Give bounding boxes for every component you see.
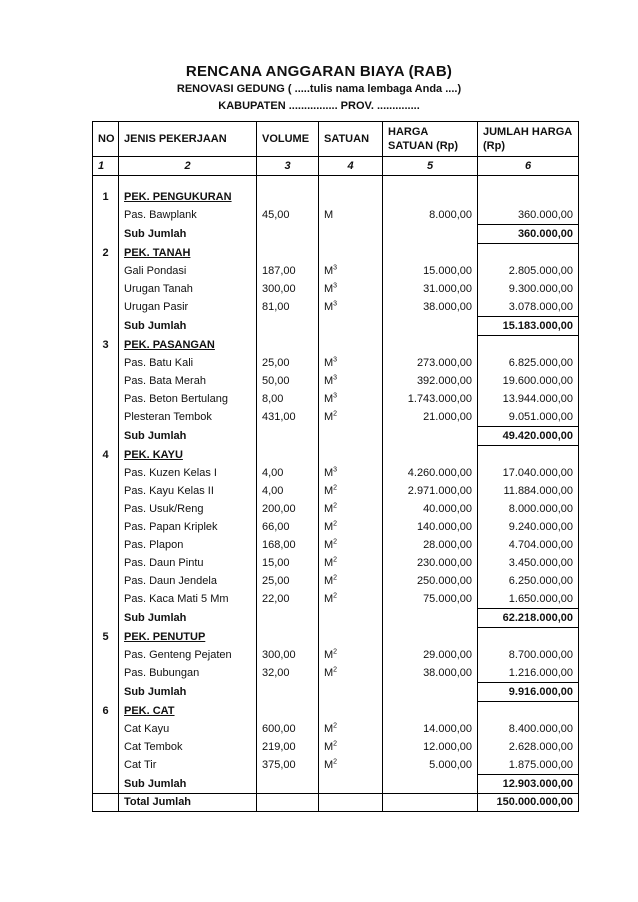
item-unit	[319, 720, 383, 738]
column-number: 3	[257, 157, 319, 176]
unit-symbol: M	[324, 357, 334, 369]
item-name: Gali Pondasi	[119, 262, 257, 280]
table-row	[93, 518, 579, 536]
empty-cell	[257, 317, 319, 336]
table-row	[93, 664, 579, 683]
unit-symbol: M	[324, 557, 334, 569]
header-jumlah-harga: JUMLAH HARGA (Rp)	[478, 122, 579, 157]
item-unit-price: 75.000,00	[383, 590, 478, 609]
column-number: 1	[93, 157, 119, 176]
item-volume: 300,00	[257, 280, 319, 298]
empty-cell	[319, 794, 383, 812]
item-volume: 8,00	[257, 390, 319, 408]
empty-cell	[257, 609, 319, 628]
item-name: Pas. Daun Pintu	[119, 554, 257, 572]
section-number: 6	[93, 702, 119, 721]
item-name: Pas. Kayu Kelas II	[119, 482, 257, 500]
item-unit	[319, 262, 383, 280]
item-volume: 431,00	[257, 408, 319, 427]
header-harga-satuan: HARGA SATUAN (Rp)	[383, 122, 478, 157]
unit-exponent: 2	[333, 740, 338, 748]
empty-cell	[319, 317, 383, 336]
empty-cell	[478, 446, 579, 465]
empty-cell	[383, 683, 478, 702]
item-volume: 4,00	[257, 464, 319, 482]
item-total-price: 1.216.000,00	[478, 664, 579, 683]
empty-cell	[383, 317, 478, 336]
empty-cell	[93, 317, 119, 336]
empty-cell	[93, 794, 119, 812]
empty-cell	[93, 280, 119, 298]
header-jenis-pekerjaan: JENIS PEKERJAAN	[119, 122, 257, 157]
item-unit-price: 28.000,00	[383, 536, 478, 554]
table-row	[93, 572, 579, 590]
empty-cell	[93, 482, 119, 500]
item-volume: 219,00	[257, 738, 319, 756]
subtotal-label: Sub Jumlah	[119, 683, 257, 702]
item-unit	[319, 536, 383, 554]
item-unit-price: 4.260.000,00	[383, 464, 478, 482]
item-volume: 600,00	[257, 720, 319, 738]
empty-cell	[257, 188, 319, 206]
unit-exponent: 3	[333, 356, 338, 364]
item-unit-price: 250.000,00	[383, 572, 478, 590]
unit-symbol: M	[324, 485, 334, 497]
unit-exponent: 3	[333, 300, 338, 308]
unit-symbol: M	[324, 411, 334, 424]
item-unit	[319, 572, 383, 590]
item-volume: 15,00	[257, 554, 319, 572]
item-name: Urugan Pasir	[119, 298, 257, 317]
section-number: 1	[93, 188, 119, 206]
item-volume: 66,00	[257, 518, 319, 536]
unit-symbol: M	[324, 593, 334, 606]
item-volume: 187,00	[257, 262, 319, 280]
section-heading-row	[93, 446, 579, 465]
unit-symbol: M	[324, 521, 334, 533]
section-name: PEK. PASANGAN	[119, 336, 257, 355]
unit-exponent: 3	[333, 392, 338, 400]
item-unit	[319, 408, 383, 427]
unit-symbol: M	[324, 723, 334, 735]
item-unit	[319, 390, 383, 408]
item-total-price: 9.240.000,00	[478, 518, 579, 536]
item-total-price: 1.875.000,00	[478, 756, 579, 775]
table-row	[93, 262, 579, 280]
total-row	[93, 794, 579, 812]
item-volume: 81,00	[257, 298, 319, 317]
item-unit	[319, 554, 383, 572]
empty-cell	[93, 590, 119, 609]
item-unit	[319, 518, 383, 536]
document-location: KABUPATEN ................ PROV. ..............	[218, 100, 420, 112]
item-name: Pas. Bata Merah	[119, 372, 257, 390]
unit-exponent: 2	[333, 648, 338, 656]
item-unit-price: 14.000,00	[383, 720, 478, 738]
item-total-price: 6.825.000,00	[478, 354, 579, 372]
table-row	[93, 536, 579, 554]
item-total-price: 13.944.000,00	[478, 390, 579, 408]
item-unit	[319, 464, 383, 482]
empty-cell	[93, 500, 119, 518]
table-row	[93, 298, 579, 317]
item-volume: 45,00	[257, 206, 319, 225]
unit-exponent: 2	[333, 556, 338, 564]
table-row	[93, 354, 579, 372]
item-total-price: 3.450.000,00	[478, 554, 579, 572]
budget-table	[92, 121, 579, 812]
table-row	[93, 554, 579, 572]
empty-cell	[93, 225, 119, 244]
empty-cell	[257, 794, 319, 812]
item-unit	[319, 756, 383, 775]
column-number: 2	[119, 157, 257, 176]
item-unit-price: 40.000,00	[383, 500, 478, 518]
item-unit	[319, 354, 383, 372]
empty-cell	[257, 775, 319, 794]
document-subtitle: RENOVASI GEDUNG ( .....tulis nama lembaga Anda ....)	[176, 83, 462, 95]
empty-cell	[93, 646, 119, 664]
empty-cell	[319, 683, 383, 702]
unit-exponent: 2	[333, 722, 338, 730]
empty-cell	[93, 738, 119, 756]
item-unit-price: 2.971.000,00	[383, 482, 478, 500]
item-unit	[319, 664, 383, 683]
item-name: Cat Kayu	[119, 720, 257, 738]
item-name: Cat Tir	[119, 756, 257, 775]
unit-symbol: M	[324, 575, 334, 587]
unit-exponent: 2	[333, 758, 338, 766]
unit-exponent: 2	[333, 538, 338, 546]
column-number: 4	[319, 157, 383, 176]
column-number: 6	[478, 157, 579, 176]
unit-symbol: M	[324, 375, 334, 387]
item-total-price: 8.400.000,00	[478, 720, 579, 738]
item-total-price: 4.704.000,00	[478, 536, 579, 554]
item-unit-price: 15.000,00	[383, 262, 478, 280]
section-heading-row	[93, 628, 579, 647]
subtotal-label: Sub Jumlah	[119, 225, 257, 244]
item-total-price: 360.000,00	[478, 206, 579, 225]
item-name: Pas. Kuzen Kelas I	[119, 464, 257, 482]
empty-cell	[257, 336, 319, 355]
item-unit	[319, 372, 383, 390]
item-unit-price: 5.000,00	[383, 756, 478, 775]
empty-cell	[319, 628, 383, 647]
table-row	[93, 482, 579, 500]
table-row	[93, 720, 579, 738]
empty-cell	[93, 572, 119, 590]
item-volume: 375,00	[257, 756, 319, 775]
item-unit-price: 140.000,00	[383, 518, 478, 536]
item-unit	[319, 280, 383, 298]
empty-cell	[93, 464, 119, 482]
item-unit-price: 31.000,00	[383, 280, 478, 298]
subtotal-row	[93, 427, 579, 446]
spacer-row	[93, 176, 579, 189]
unit-exponent: 2	[333, 410, 338, 418]
item-name: Pas. Plapon	[119, 536, 257, 554]
item-name: Pas. Bawplank	[119, 206, 257, 225]
empty-cell	[93, 206, 119, 225]
item-unit-price: 12.000,00	[383, 738, 478, 756]
item-total-price: 2.628.000,00	[478, 738, 579, 756]
item-unit-price: 29.000,00	[383, 646, 478, 664]
empty-cell	[319, 244, 383, 263]
item-total-price: 6.250.000,00	[478, 572, 579, 590]
empty-cell	[319, 775, 383, 794]
section-name: PEK. PENGUKURAN	[119, 188, 257, 206]
item-volume: 32,00	[257, 664, 319, 683]
empty-cell	[478, 244, 579, 263]
header-satuan: SATUAN	[319, 122, 383, 157]
empty-cell	[93, 354, 119, 372]
empty-cell	[257, 446, 319, 465]
empty-cell	[93, 372, 119, 390]
item-name: Pas. Kaca Mati 5 Mm	[119, 590, 257, 609]
item-unit-price: 392.000,00	[383, 372, 478, 390]
section-name: PEK. CAT	[119, 702, 257, 721]
subtotal-value: 15.183.000,00	[478, 317, 579, 336]
empty-cell	[93, 775, 119, 794]
unit-symbol: M	[324, 283, 334, 295]
table-row	[93, 756, 579, 775]
table-row	[93, 590, 579, 609]
item-total-price: 9.051.000,00	[478, 408, 579, 427]
empty-cell	[383, 775, 478, 794]
empty-cell	[319, 336, 383, 355]
item-volume: 25,00	[257, 572, 319, 590]
section-name: PEK. PENUTUP	[119, 628, 257, 647]
item-volume: 300,00	[257, 646, 319, 664]
unit-symbol: M	[324, 741, 334, 753]
subtotal-row	[93, 317, 579, 336]
unit-symbol: M	[324, 667, 334, 680]
empty-cell	[383, 702, 478, 721]
empty-cell	[319, 446, 383, 465]
item-name: Urugan Tanah	[119, 280, 257, 298]
empty-cell	[93, 518, 119, 536]
empty-cell	[257, 225, 319, 244]
item-name: Pas. Daun Jendela	[119, 572, 257, 590]
empty-cell	[383, 244, 478, 263]
item-name: Cat Tembok	[119, 738, 257, 756]
unit-symbol: M	[324, 265, 334, 277]
item-unit-price: 21.000,00	[383, 408, 478, 427]
unit-exponent: 2	[333, 502, 338, 510]
empty-cell	[93, 536, 119, 554]
header-no: NO	[93, 122, 119, 157]
empty-cell	[319, 225, 383, 244]
unit-exponent: 3	[333, 374, 338, 382]
section-number: 4	[93, 446, 119, 465]
subtotal-label: Sub Jumlah	[119, 427, 257, 446]
table-header-row	[93, 122, 579, 157]
section-heading-row	[93, 702, 579, 721]
empty-cell	[383, 427, 478, 446]
empty-cell	[383, 794, 478, 812]
section-heading-row	[93, 336, 579, 355]
unit-exponent: 2	[333, 666, 338, 674]
table-row	[93, 372, 579, 390]
table-body	[93, 157, 579, 812]
subtotal-value: 12.903.000,00	[478, 775, 579, 794]
subtotal-label: Sub Jumlah	[119, 775, 257, 794]
empty-cell	[319, 188, 383, 206]
empty-cell	[93, 390, 119, 408]
subtotal-value: 360.000,00	[478, 225, 579, 244]
document-title: RENCANA ANGGARAN BIAYA (RAB)	[185, 63, 453, 80]
section-number: 2	[93, 244, 119, 263]
column-number: 5	[383, 157, 478, 176]
empty-cell	[478, 628, 579, 647]
item-total-price: 17.040.000,00	[478, 464, 579, 482]
empty-cell	[383, 225, 478, 244]
empty-cell	[93, 262, 119, 280]
section-number: 5	[93, 628, 119, 647]
item-volume: 4,00	[257, 482, 319, 500]
subtotal-row	[93, 225, 579, 244]
item-unit	[319, 500, 383, 518]
empty-cell	[383, 188, 478, 206]
subtotal-row	[93, 609, 579, 628]
section-name: PEK. TANAH	[119, 244, 257, 263]
unit-symbol: M	[324, 649, 334, 661]
item-unit-price: 273.000,00	[383, 354, 478, 372]
unit-symbol: M	[324, 209, 334, 222]
empty-cell	[93, 609, 119, 628]
item-total-price: 9.300.000,00	[478, 280, 579, 298]
item-volume: 50,00	[257, 372, 319, 390]
unit-exponent: 2	[333, 574, 338, 582]
empty-cell	[93, 427, 119, 446]
subtotal-row	[93, 683, 579, 702]
empty-cell	[93, 683, 119, 702]
empty-cell	[383, 446, 478, 465]
table-row	[93, 738, 579, 756]
table-row	[93, 464, 579, 482]
empty-cell	[383, 609, 478, 628]
subtotal-value: 62.218.000,00	[478, 609, 579, 628]
empty-cell	[257, 683, 319, 702]
item-unit	[319, 590, 383, 609]
section-name: PEK. KAYU	[119, 446, 257, 465]
total-label: Total Jumlah	[119, 794, 257, 812]
unit-exponent: 2	[333, 484, 338, 492]
unit-symbol: M	[324, 393, 334, 405]
unit-exponent: 2	[333, 520, 338, 528]
table-row	[93, 206, 579, 225]
item-volume: 200,00	[257, 500, 319, 518]
item-unit	[319, 482, 383, 500]
item-total-price: 2.805.000,00	[478, 262, 579, 280]
table-row	[93, 646, 579, 664]
table-row	[93, 408, 579, 427]
unit-exponent: 3	[333, 264, 338, 272]
empty-cell	[257, 702, 319, 721]
subtotal-label: Sub Jumlah	[119, 609, 257, 628]
item-name: Pas. Batu Kali	[119, 354, 257, 372]
item-unit	[319, 646, 383, 664]
item-unit-price: 1.743.000,00	[383, 390, 478, 408]
item-total-price: 1.650.000,00	[478, 590, 579, 609]
subtotal-value: 49.420.000,00	[478, 427, 579, 446]
empty-cell	[93, 720, 119, 738]
unit-symbol: M	[324, 301, 334, 314]
empty-cell	[93, 408, 119, 427]
item-volume: 22,00	[257, 590, 319, 609]
subtotal-label: Sub Jumlah	[119, 317, 257, 336]
table-row	[93, 390, 579, 408]
unit-exponent: 3	[333, 282, 338, 290]
item-name: Pas. Genteng Pejaten	[119, 646, 257, 664]
item-total-price: 11.884.000,00	[478, 482, 579, 500]
item-unit	[319, 206, 383, 225]
header-volume: VOLUME	[257, 122, 319, 157]
item-total-price: 8.700.000,00	[478, 646, 579, 664]
empty-cell	[93, 554, 119, 572]
subtotal-row	[93, 775, 579, 794]
item-total-price: 8.000.000,00	[478, 500, 579, 518]
section-number: 3	[93, 336, 119, 355]
empty-cell	[478, 188, 579, 206]
empty-cell	[319, 427, 383, 446]
empty-cell	[319, 702, 383, 721]
item-unit-price: 8.000,00	[383, 206, 478, 225]
empty-cell	[257, 427, 319, 446]
unit-exponent: 2	[333, 592, 338, 600]
total-value: 150.000.000,00	[478, 794, 579, 812]
item-name: Pas. Usuk/Reng	[119, 500, 257, 518]
empty-cell	[257, 244, 319, 263]
item-unit	[319, 298, 383, 317]
unit-symbol: M	[324, 759, 334, 772]
column-number-row	[93, 157, 579, 176]
item-name: Plesteran Tembok	[119, 408, 257, 427]
empty-cell	[93, 664, 119, 683]
empty-cell	[383, 628, 478, 647]
empty-cell	[93, 756, 119, 775]
empty-cell	[478, 336, 579, 355]
unit-symbol: M	[324, 539, 334, 551]
item-unit-price: 38.000,00	[383, 298, 478, 317]
item-name: Pas. Papan Kriplek	[119, 518, 257, 536]
empty-cell	[319, 609, 383, 628]
item-name: Pas. Beton Bertulang	[119, 390, 257, 408]
table-row	[93, 500, 579, 518]
unit-exponent: 3	[333, 466, 338, 474]
item-unit	[319, 738, 383, 756]
empty-cell	[257, 628, 319, 647]
item-volume: 168,00	[257, 536, 319, 554]
section-heading-row	[93, 188, 579, 206]
empty-cell	[478, 702, 579, 721]
item-total-price: 3.078.000,00	[478, 298, 579, 317]
empty-cell	[93, 298, 119, 317]
empty-cell	[383, 336, 478, 355]
section-heading-row	[93, 244, 579, 263]
subtotal-value: 9.916.000,00	[478, 683, 579, 702]
item-unit-price: 230.000,00	[383, 554, 478, 572]
item-name: Pas. Bubungan	[119, 664, 257, 683]
item-unit-price: 38.000,00	[383, 664, 478, 683]
unit-symbol: M	[324, 467, 334, 479]
unit-symbol: M	[324, 503, 334, 515]
item-total-price: 19.600.000,00	[478, 372, 579, 390]
item-volume: 25,00	[257, 354, 319, 372]
table-row	[93, 280, 579, 298]
